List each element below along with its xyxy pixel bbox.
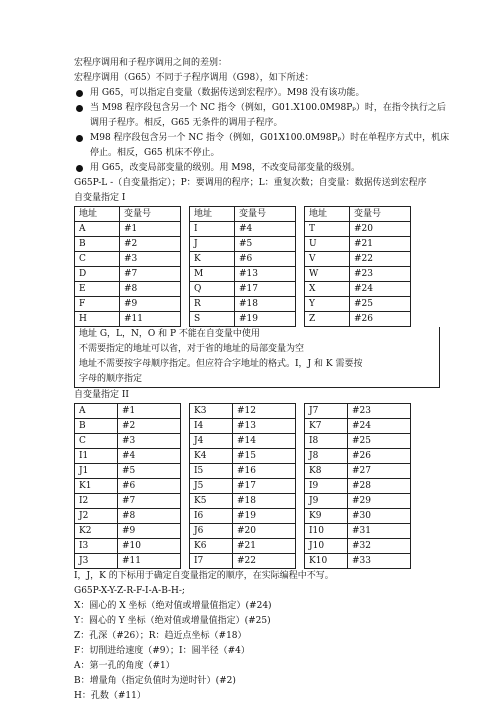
table-row: I3 #10	[75, 539, 181, 554]
table2-col1	[74, 403, 181, 569]
notes-box	[74, 327, 440, 388]
document-page	[74, 56, 450, 704]
bullet-dot-icon	[74, 86, 90, 101]
table-row: I7 #22	[190, 554, 296, 569]
table-row: K10 #33	[305, 554, 411, 569]
table-row: S #19	[190, 312, 296, 327]
table-row: I6 #19	[190, 509, 296, 524]
table2-col2	[189, 403, 296, 569]
argument-table-2	[74, 403, 436, 569]
table-row: M #13	[190, 267, 296, 282]
intro-line: 宏程序调用（G65）不同于子程序调用（G98），如下所述：	[74, 73, 314, 83]
note-line: 字母的顺序指定	[79, 374, 143, 384]
table-row: K2 #9	[75, 524, 181, 539]
format-line: G65P-L -（自变量指定）；P：要调用的程序；L：重复次数；自变量：数据传送到宏程序	[74, 178, 427, 188]
bullet-item	[74, 161, 436, 176]
bullet-text: 用 G65，可以指定自变量（数据传送到宏程序）。M98 没有该功能。	[90, 88, 365, 98]
table-row: K1 #6	[75, 479, 181, 494]
table-row: J7 #23	[305, 404, 411, 419]
spec2-title: 自变量指定 II	[74, 390, 129, 400]
table-row: K3 #12	[190, 404, 296, 419]
argument-table-1	[74, 206, 436, 327]
table-row: C #3	[75, 252, 181, 267]
bullet-dot-icon	[74, 161, 90, 176]
table-row: K5 #18	[190, 494, 296, 509]
after-line: B：增量角（指定负值时为逆时针）(#2)	[74, 676, 236, 686]
table1-col2	[189, 206, 296, 327]
note-line: 地址不需要按字母顺序指定。但应符合字地址的格式。I，J 和 K 需要按	[79, 359, 363, 369]
table1-col1	[74, 206, 181, 327]
table-row: J8 #26	[305, 449, 411, 464]
table-row: J9 #29	[305, 494, 411, 509]
table-row: Q #17	[190, 282, 296, 297]
table-row: D #7	[75, 267, 181, 282]
intro-line: 宏程序调用和子程序调用之间的差别：	[74, 58, 228, 68]
table-row: W #23	[305, 267, 411, 282]
table-row: J4 #14	[190, 434, 296, 449]
table-row: C #3	[75, 434, 181, 449]
table-row: J6 #20	[190, 524, 296, 539]
bullet-text: 用 G65，改变局部变量的级别。用 M98，不改变局部变量的级别。	[90, 163, 361, 173]
table-row: R #18	[190, 297, 296, 312]
table-row: J2 #8	[75, 509, 181, 524]
table-row: I1 #4	[75, 449, 181, 464]
after-line: A：第一孔的角度（#1）	[74, 661, 175, 671]
table-header-row: 地址 变量号	[75, 207, 181, 222]
table-row: B #2	[75, 237, 181, 252]
after-line: F：切削进给速度（#9）；I：圆半径（#4）	[74, 646, 250, 656]
table-row: I #4	[190, 222, 296, 237]
table1-col3	[304, 206, 411, 327]
table-row: J #5	[190, 237, 296, 252]
after-line: I，J，K 的下标用于确定自变量指定的顺序，在实际编程中不写。	[74, 571, 334, 581]
bullet-dot-icon	[74, 101, 90, 116]
table-row: I5 #16	[190, 464, 296, 479]
bullet-item	[74, 131, 450, 146]
table-row: T #20	[305, 222, 411, 237]
table-row: K9 #30	[305, 509, 411, 524]
table-row: U #21	[305, 237, 411, 252]
table-row: J10 #32	[305, 539, 411, 554]
table-row: F #9	[75, 297, 181, 312]
after-line: G65P-X-Y-Z-R-F-I-A-B-H-;	[74, 586, 185, 596]
bullet-dot-icon	[74, 131, 90, 146]
bullet-continuation: 调用子程序。相反，G65 无条件的调用子程序。	[90, 118, 283, 128]
after-line: Z：孔深（#26）；R：趋近点坐标（#18）	[74, 631, 247, 641]
table-row: A #1	[75, 222, 181, 237]
after-line: X：圆心的 X 坐标（绝对值或增量值指定）(#24)	[74, 601, 272, 611]
bullet-text: 当 M98 程序段包含另一个 NC 指令（例如，G01.X100.0M98Pₚ）时，在指令执行之后	[90, 103, 446, 113]
table-row: V #22	[305, 252, 411, 267]
table-row: I10 #31	[305, 524, 411, 539]
bullet-text: M98 程序段包含另一个 NC 指令（例如，G01X100.0M98Pₚ）时在单程序方式中，机床	[90, 133, 450, 143]
table-row: K7 #24	[305, 419, 411, 434]
table-row: H #11	[75, 312, 181, 327]
after-line: H：孔数（#11）	[74, 691, 146, 701]
table-row: I4 #13	[190, 419, 296, 434]
table-row: I2 #7	[75, 494, 181, 509]
table-row: A #1	[75, 404, 181, 419]
table-row: K8 #27	[305, 464, 411, 479]
table-row: Y #25	[305, 297, 411, 312]
bullet-item	[74, 101, 446, 116]
spec1-title: 自变量指定 I	[74, 193, 126, 203]
table-row: K4 #15	[190, 449, 296, 464]
bullet-continuation: 停止。相反，G65 机床不停止。	[90, 148, 220, 158]
table2-col3	[304, 403, 411, 569]
note-line: 地址 G，L，N，O 和 P 不能在自变量中使用	[79, 329, 260, 339]
table-row: I9 #28	[305, 479, 411, 494]
note-line: 不需要指定的地址可以省，对于省的地址的局部变量为空	[79, 344, 305, 354]
table-row: I8 #25	[305, 434, 411, 449]
table-row: K #6	[190, 252, 296, 267]
table-row: K6 #21	[190, 539, 296, 554]
table-row: J1 #5	[75, 464, 181, 479]
after-line: Y：圆心的 Y 坐标（绝对值或增量值指定）(#25)	[74, 616, 271, 626]
table-row: B #2	[75, 419, 181, 434]
table-header-row: 地址 变量号	[190, 207, 296, 222]
table-header-row: 地址 变量号	[305, 207, 411, 222]
bullet-item	[74, 86, 436, 101]
table-row: Z #26	[305, 312, 411, 327]
table-row: J5 #17	[190, 479, 296, 494]
table-row: J3 #11	[75, 554, 181, 569]
table-row: X #24	[305, 282, 411, 297]
table-row: E #8	[75, 282, 181, 297]
